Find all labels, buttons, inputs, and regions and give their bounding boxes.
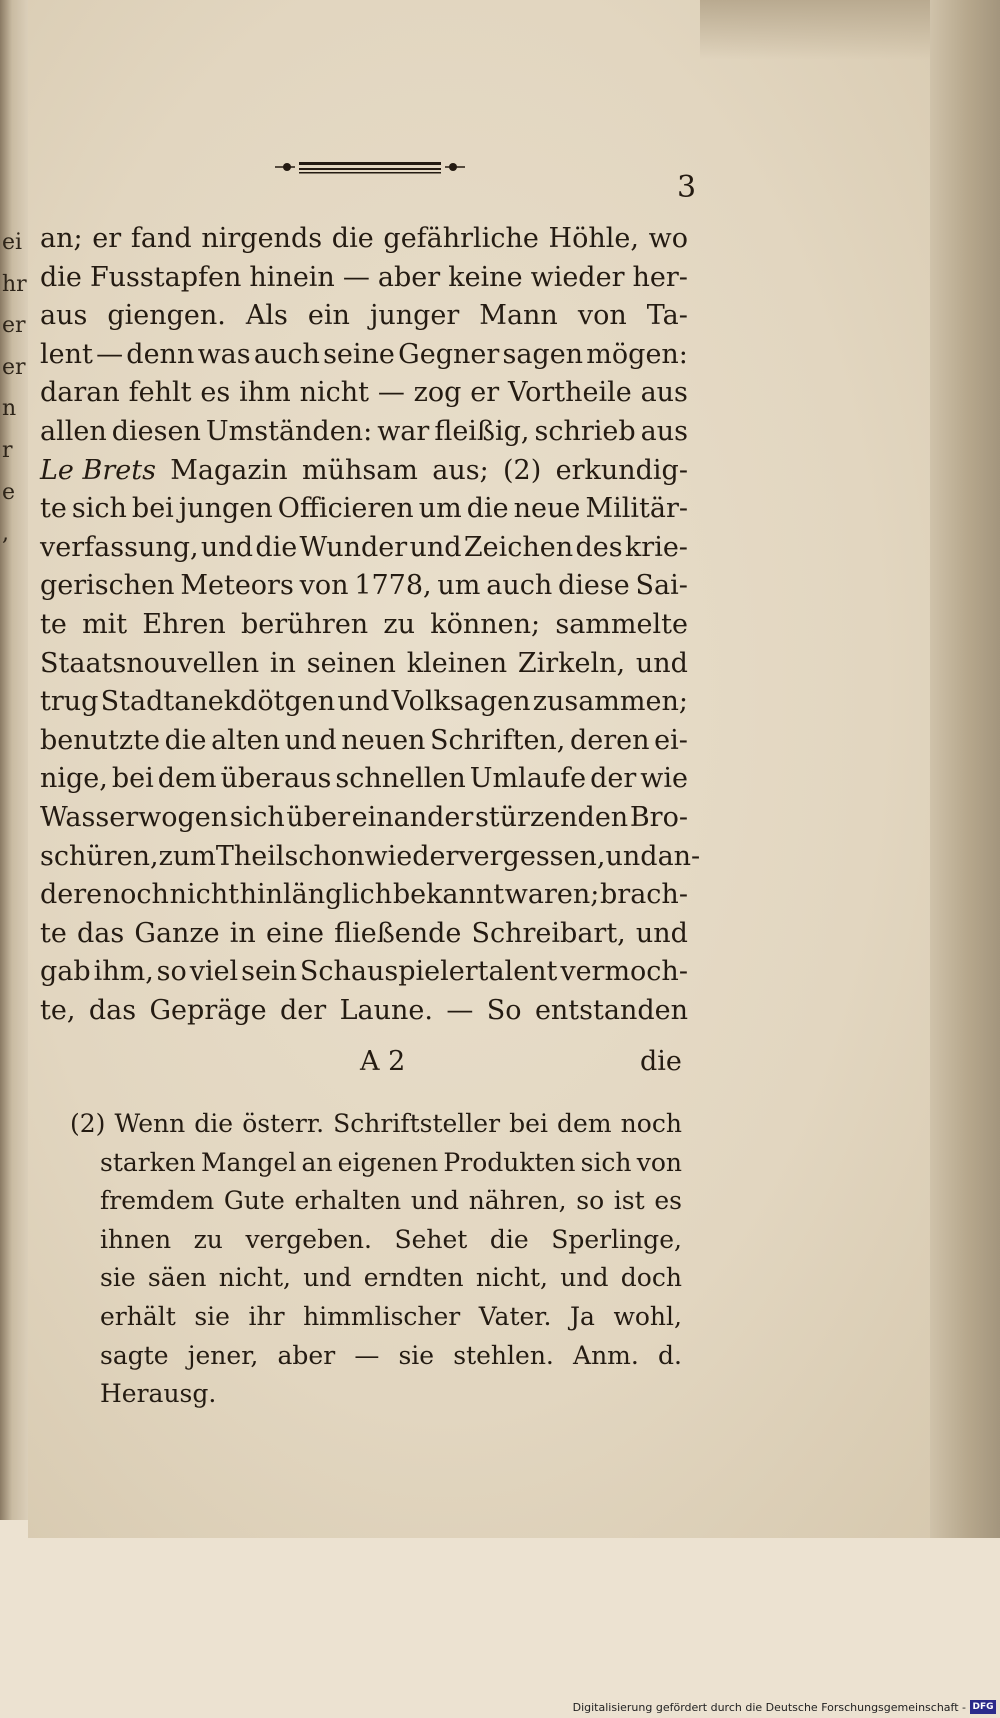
word: um (418, 493, 462, 525)
word: zu (383, 608, 416, 640)
word: bei (509, 1109, 548, 1138)
word: eigenen (337, 1147, 439, 1177)
word: Le Brets (40, 454, 156, 486)
word: nicht, (475, 1263, 549, 1293)
word: wieder (530, 261, 625, 293)
dfg-logo-icon: DFG (970, 1700, 996, 1714)
word: te (40, 608, 67, 640)
text-line (40, 374, 688, 413)
text-line (40, 645, 688, 684)
footer-credit: Digitalisierung gefördert durch die Deutsche Forschungsgemeinschaft - (572, 1701, 966, 1714)
text-line (40, 336, 688, 375)
word: d. (658, 1340, 682, 1370)
footnote-line (70, 1337, 682, 1376)
word: um (437, 570, 481, 602)
word: österr. (242, 1109, 325, 1138)
word: Schriften, (430, 724, 566, 756)
footnote-line (70, 1298, 682, 1337)
text-line (40, 722, 688, 761)
word: daran (40, 377, 120, 409)
text-line (40, 799, 688, 838)
word: die (466, 493, 509, 525)
word: seinen (306, 647, 396, 679)
word: es (200, 377, 231, 409)
text-line (40, 452, 688, 491)
word: in (229, 917, 256, 949)
word: (2) (70, 1109, 106, 1138)
word: allen (40, 415, 107, 447)
word: die (40, 261, 82, 293)
word: dere (40, 879, 103, 911)
word: die (164, 724, 207, 756)
word: Schauspielertalent (299, 956, 558, 988)
word: Herausg. (100, 1379, 217, 1409)
word: wohl, (613, 1301, 682, 1331)
word: stehlen. (453, 1340, 554, 1370)
page-number: 3 (677, 170, 697, 205)
word: Gute (223, 1186, 285, 1216)
word: trug (40, 686, 99, 718)
text-line (40, 760, 688, 799)
text-line (40, 838, 701, 877)
word: die (194, 1109, 234, 1138)
word: entstanden (534, 994, 688, 1026)
word: schüren, (40, 840, 159, 872)
word: wie (640, 763, 688, 795)
word: so (156, 956, 187, 988)
word: aber (277, 1340, 336, 1370)
word: ihm, (93, 956, 154, 988)
word: Gegner (398, 338, 500, 370)
word: und (409, 531, 462, 563)
word: ihr (248, 1301, 285, 1331)
word: — (377, 377, 405, 409)
word: nicht (169, 879, 239, 911)
word: waren; (504, 879, 600, 911)
word: sagen (502, 338, 584, 370)
word: te, (40, 994, 76, 1026)
word: hinlänglich (239, 879, 393, 911)
word: an- (657, 840, 701, 872)
word: vergessen, (458, 840, 606, 872)
word: vergeben. (245, 1224, 372, 1254)
text-line (40, 876, 688, 915)
text-line (40, 992, 688, 1031)
word: eine (265, 917, 324, 949)
word: nähren, (468, 1186, 567, 1216)
word: fand (130, 223, 192, 254)
word: Als (245, 300, 288, 332)
word: zu (193, 1224, 223, 1254)
word: sie (100, 1263, 136, 1293)
word: deren (570, 724, 650, 756)
word: des (575, 531, 623, 563)
word: und (635, 917, 688, 949)
word: Fusstapfen (89, 261, 242, 293)
word: sie (194, 1301, 230, 1331)
word: gerischen (40, 570, 175, 602)
word: aus (640, 415, 688, 447)
word: war (377, 415, 430, 447)
word: te (40, 917, 67, 949)
word: aus; (432, 454, 489, 486)
word: verfassung, (40, 531, 199, 563)
word: sich (229, 801, 285, 833)
word: Vortheile (508, 377, 632, 409)
word: alten (211, 724, 281, 756)
word: Bro- (629, 801, 688, 833)
word: bekannt (392, 879, 505, 911)
word: an (301, 1147, 333, 1177)
word: nirgends (201, 223, 323, 254)
word: (2) (503, 454, 542, 486)
word: — (342, 261, 370, 293)
word: aus (640, 377, 688, 409)
word: dem (557, 1109, 612, 1138)
word: Officieren (277, 493, 414, 525)
word: erhält (100, 1301, 176, 1331)
footnote-line (70, 1259, 682, 1298)
word: seine (323, 338, 395, 370)
word: keine (448, 261, 523, 293)
word: über (286, 801, 350, 833)
word: wieder (364, 840, 459, 872)
word: das (76, 917, 125, 949)
word: auch (486, 570, 553, 602)
word: neue (513, 493, 581, 525)
word: jener, (187, 1340, 259, 1370)
word: Sehet (394, 1224, 468, 1254)
previous-page-fragments (2, 222, 28, 555)
word: die (489, 1224, 529, 1254)
fragment: n (2, 396, 17, 422)
word: kleinen (406, 647, 508, 679)
word: ei- (654, 724, 688, 756)
word: von (299, 570, 349, 602)
text-line (40, 529, 688, 568)
word: Schreibart, (471, 917, 626, 949)
word: — (354, 1340, 380, 1370)
word: starken (100, 1147, 196, 1177)
word: brach- (600, 879, 688, 911)
word: säen (147, 1263, 207, 1293)
word: Ehren (142, 608, 226, 640)
word: die (331, 223, 374, 254)
word: der (590, 763, 637, 795)
word: dem (157, 763, 217, 795)
footnote-line (70, 1221, 682, 1260)
text-line (40, 259, 688, 298)
word: Meteors (180, 570, 294, 602)
word: fehlt (128, 377, 192, 409)
word: Mangel (200, 1147, 297, 1177)
word: sagte (100, 1340, 169, 1370)
word: er (470, 377, 500, 409)
word: erhalten (294, 1186, 402, 1216)
word: der (280, 994, 327, 1026)
word: zog (413, 377, 462, 409)
word: Staatsnouvellen (40, 647, 260, 679)
text-line (40, 220, 688, 259)
text-line (40, 567, 688, 606)
fragment: r (2, 437, 13, 463)
word: das (88, 994, 137, 1026)
word: schnellen (335, 763, 466, 795)
word: mühsam (301, 454, 418, 486)
catchword: die (640, 1046, 682, 1077)
fragment: er (2, 354, 26, 380)
word: — (446, 994, 474, 1026)
text-line (40, 606, 688, 645)
word: sein (241, 956, 297, 988)
word: aus (40, 300, 88, 332)
word: auch (253, 338, 320, 370)
word: himmlischer (303, 1301, 461, 1331)
word: können; (430, 608, 541, 640)
word: Höhle, (548, 223, 639, 254)
fragment: e (2, 479, 16, 505)
word: schrieb (534, 415, 636, 447)
text-line (40, 490, 688, 529)
word: mögen: (586, 338, 688, 370)
fragment: ei (2, 230, 23, 255)
word: Produkten (443, 1147, 576, 1177)
word: mit (82, 608, 128, 640)
word: einander (351, 801, 474, 833)
word: Sperlinge, (551, 1224, 682, 1254)
word: sammelte (555, 608, 688, 640)
page-fore-edge (930, 0, 1000, 1538)
page-top-shadow (700, 0, 956, 60)
word: ist (613, 1186, 645, 1216)
word: Magazin (170, 454, 288, 486)
word: viel (189, 956, 239, 988)
word: Wunder (299, 531, 408, 563)
word: an; (40, 223, 83, 254)
footnote-line (70, 1375, 682, 1414)
word: Schriftsteller (333, 1109, 501, 1138)
word: noch (620, 1109, 682, 1138)
word: Mann (479, 300, 558, 332)
word: Zeichen (463, 531, 574, 563)
word: — (96, 338, 124, 370)
word: nicht, (218, 1263, 291, 1293)
word: Ja (569, 1301, 595, 1331)
digitization-footer (0, 1698, 1000, 1718)
word: diesen (111, 415, 201, 447)
word: Ta- (646, 300, 688, 332)
word: erkundig- (555, 454, 688, 486)
main-text (40, 220, 701, 1030)
word: Vater. (478, 1301, 552, 1331)
word: und (284, 724, 337, 756)
word: krie- (624, 531, 688, 563)
word: was (197, 338, 251, 370)
word: Ganze (134, 917, 220, 949)
word: Laune. (339, 994, 433, 1026)
word: nige, (40, 763, 108, 795)
word: ein (307, 300, 350, 332)
word: Militär- (585, 493, 688, 525)
word: fließende (334, 917, 462, 949)
word: die (255, 531, 298, 563)
word: nicht (299, 377, 369, 409)
footnote-line (70, 1144, 682, 1183)
word: gefährliche (383, 223, 539, 254)
word: zusammen; (532, 686, 688, 718)
word: noch (102, 879, 169, 911)
word: fremdem (100, 1186, 215, 1216)
word: aber (377, 261, 441, 293)
word: und (303, 1263, 352, 1293)
footnote-line (70, 1182, 682, 1221)
word: fleißig, (434, 415, 530, 447)
word: Volksagen (391, 686, 531, 718)
text-line (40, 413, 688, 452)
word: So (486, 994, 522, 1026)
word: jungen (178, 493, 273, 525)
word: doch (620, 1263, 682, 1293)
word: her- (632, 261, 688, 293)
word: von (636, 1147, 682, 1177)
fragment: , (2, 521, 9, 547)
word: Zirkeln, (517, 647, 626, 679)
text-line (40, 683, 688, 722)
word: ihnen (100, 1224, 172, 1254)
word: wo (648, 223, 688, 254)
text-line (40, 953, 688, 992)
signature-mark: A 2 (360, 1046, 406, 1077)
word: neuen (341, 724, 426, 756)
word: 1778, (354, 570, 432, 602)
word: gab (40, 956, 91, 988)
word: Anm. (573, 1340, 639, 1370)
word: giengen. (107, 300, 226, 332)
word: junger (369, 300, 460, 332)
word: von (577, 300, 627, 332)
word: und (605, 840, 658, 872)
text-line (40, 915, 688, 954)
word: Gepräge (149, 994, 267, 1026)
word: ihm (239, 377, 291, 409)
word: sich (580, 1147, 632, 1177)
word: und (337, 686, 390, 718)
word: diese (558, 570, 630, 602)
word: stürzenden (474, 801, 629, 833)
word: Stadtanekdötgen (100, 686, 336, 718)
word: Theil (215, 840, 285, 872)
word: und (200, 531, 253, 563)
fragment: er (2, 313, 26, 339)
word: und (560, 1263, 609, 1293)
word: bei (131, 493, 174, 525)
word: zum (158, 840, 216, 872)
word: und (410, 1186, 460, 1216)
word: Umlaufe (469, 763, 587, 795)
word: hinein (249, 261, 335, 293)
word: in (269, 647, 296, 679)
word: und (635, 647, 688, 679)
word: vermoch- (560, 956, 688, 988)
word: denn (126, 338, 195, 370)
word: sich (71, 493, 127, 525)
word: berühren (240, 608, 369, 640)
word: er (92, 223, 122, 254)
word: erndten (363, 1263, 464, 1293)
word: te (40, 493, 67, 525)
footnote-line (70, 1105, 682, 1144)
word: schon (284, 840, 365, 872)
footnote (70, 1105, 682, 1414)
word: Wenn (114, 1109, 186, 1138)
word: benutzte (40, 724, 160, 756)
word: sie (398, 1340, 435, 1370)
word: bei (111, 763, 154, 795)
word: so (576, 1186, 605, 1216)
word: lent (40, 338, 93, 370)
word: es (654, 1186, 682, 1216)
word: Sai- (635, 570, 688, 602)
text-line (40, 297, 688, 336)
word: Umständen: (205, 415, 373, 447)
word: überaus (220, 763, 332, 795)
fragment: hr (2, 271, 27, 297)
word: Wasserwogen (40, 801, 229, 833)
header-ornament (265, 157, 475, 177)
